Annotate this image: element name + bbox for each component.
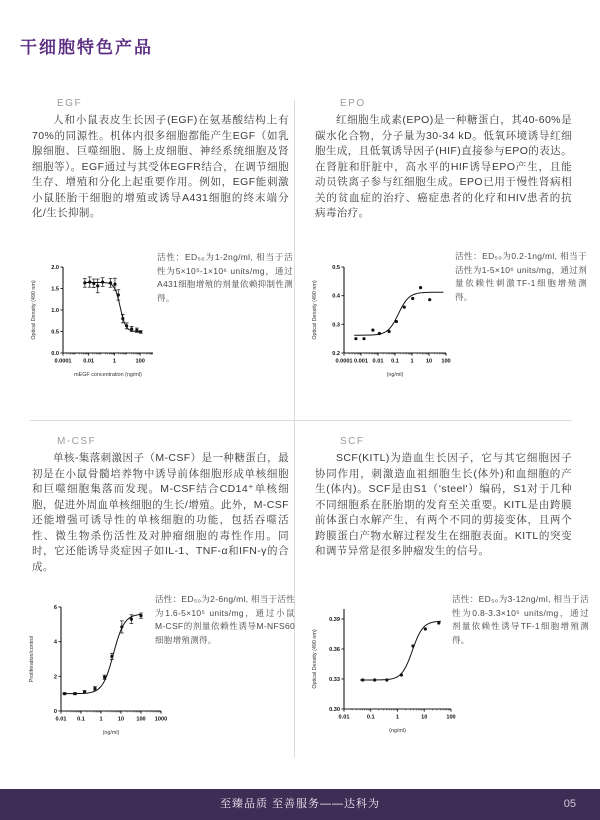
svg-text:0.1: 0.1 [77, 716, 85, 723]
svg-text:0.2: 0.2 [332, 351, 340, 357]
section-header-egf: EGF [57, 98, 83, 109]
vertical-divider [294, 100, 295, 758]
svg-text:2.0: 2.0 [51, 265, 59, 271]
svg-text:0.5: 0.5 [51, 329, 59, 336]
svg-text:Optical Density (490 nm): Optical Density (490 nm) [312, 629, 318, 689]
svg-text:0.33: 0.33 [329, 677, 340, 683]
section-header-mcsf: M-CSF [57, 436, 97, 447]
epo-dose-response-chart [308, 257, 455, 386]
svg-text:0.36: 0.36 [329, 647, 340, 653]
svg-text:0.01: 0.01 [83, 358, 95, 365]
svg-text:2: 2 [53, 674, 57, 681]
svg-text:1: 1 [410, 358, 414, 365]
section-body-mcsf: 单核-集落刺激因子（M-CSF）是一种糖蛋白，最初是在小鼠骨髓培养物中诱导前体细胞形成单核细胞和巨噬细胞集落而发现。M-CSF结合CD14⁺单核细胞，促进外周血单核细胞的生长/增殖。此外，M-CSF还能增强可诱导性的单核细胞的功能，包括吞噬活性、微生物杀伤活性及对肿瘤细胞的毒性作用。同时，它还能诱导炎症因子如IL-1、TNF-α和IFN-γ的合成。 [32, 452, 289, 573]
section-header-epo: EPO [340, 98, 366, 109]
svg-text:0.01: 0.01 [55, 716, 67, 723]
svg-text:(ng/ml): (ng/ml) [386, 372, 404, 378]
section-body-scf: SCF(KITL)为造血生长因子，它与其它细胞因子协同作用，刺激造血祖细胞生长(体外)和血细胞的产生(体内)。SCF是由S1（'steel'）编码，S1对于几种不同细胞系在胚胎期的发育至关重要。KITL是由跨膜前体蛋白水解产生，有两个不同的剪接变体，且两个跨膜蛋白产物水解过程发生在细胞表面。KITL的突变和调节异常是很多肿瘤发生的信号。 [315, 452, 572, 557]
svg-text:100: 100 [441, 358, 451, 365]
section-body-egf: 人和小鼠表皮生长因子(EGF)在氨基酸结构上有70%的同源性。机体内很多细胞都能产生EGF（如乳腺细胞、巨噬细胞、肠上皮细胞、神经系统细胞及肾细胞等）。EGF通过与其受体EGFR结合，在调节细胞生存、增殖和分化上起重要作用。例如，EGF能刺激小鼠胚胎干细胞的增殖或诱导A431细胞的终末端分化/生长抑制。 [32, 114, 289, 219]
egf-dose-response-chart [27, 257, 162, 386]
svg-text:1: 1 [99, 716, 103, 723]
svg-text:0.4: 0.4 [332, 293, 340, 300]
svg-text:Proliferation/control: Proliferation/control [29, 635, 35, 683]
svg-text:1: 1 [395, 714, 400, 721]
section-body-epo: 红细胞生成素(EPO)是一种糖蛋白，其40-60%是碳水化合物，分子量为30-34 kD。低氧环境诱导红细胞生成，且低氧诱导因子(HIF)直接参与EPO的表达。在肾脏和肝脏中，高水平的HIF诱导EPO产生，且能动员铁离子参与红细胞生成。EPO已用于慢性肾病相关的贫血症的治疗、癌症患者的化疗和HIV患者的抗病毒治疗。 [315, 114, 572, 219]
svg-text:(ng/ml): (ng/ml) [389, 728, 406, 734]
svg-text:100: 100 [135, 358, 145, 365]
svg-text:0.0001: 0.0001 [335, 358, 353, 365]
svg-text:6: 6 [53, 605, 57, 611]
activity-note-epo: 活性：ED₅₀为0.2-1ng/ml, 相当于活性为1-5×10⁶ units/mg，通过剂量依赖性刺激TF-1细胞增殖测得。 [455, 251, 587, 302]
svg-text:0.001: 0.001 [354, 358, 368, 365]
footer-bar [0, 789, 600, 820]
svg-text:100: 100 [446, 714, 456, 721]
svg-text:Optical Density (490 nm): Optical Density (490 nm) [312, 280, 318, 340]
svg-text:0: 0 [53, 709, 57, 715]
svg-text:0.01: 0.01 [338, 714, 350, 721]
svg-text:1.0: 1.0 [51, 308, 59, 314]
section-header-scf: SCF [340, 436, 365, 447]
footer-slogan: 至臻品质 至善服务——达科为 [219, 798, 381, 810]
svg-text:0.5: 0.5 [332, 265, 340, 271]
svg-text:0.1: 0.1 [366, 714, 375, 721]
svg-text:0.1: 0.1 [391, 358, 399, 365]
activity-note-scf: 活性：ED₅₀为3-12ng/ml, 相当于活性为0.8-3.3×10⁵ units/mg，通过剂量依赖性诱导TF-1细胞增殖测得。 [452, 594, 589, 645]
svg-text:mEGF concentration (ng/ml): mEGF concentration (ng/ml) [74, 372, 142, 378]
svg-text:0.0001: 0.0001 [54, 358, 72, 365]
svg-text:100: 100 [136, 716, 146, 723]
svg-text:0.39: 0.39 [329, 617, 340, 623]
svg-text:Optical Density (490 nm): Optical Density (490 nm) [31, 280, 37, 340]
page-number: 05 [563, 798, 576, 810]
activity-note-mcsf: 活性：ED₅₀为2-6ng/ml, 相当于活性为1.6-5×10⁵ units/mg，通过小鼠M-CSF的剂量依赖性诱导M-NFS60细胞增殖测得。 [155, 594, 295, 645]
svg-text:0.01: 0.01 [372, 358, 384, 365]
svg-text:1000: 1000 [154, 716, 168, 723]
svg-text:10: 10 [425, 358, 433, 365]
svg-text:0.30: 0.30 [329, 707, 340, 713]
activity-note-egf: 活性：ED₅₀为1-2ng/ml, 相当于活性为5×10⁵-1×10⁶ units/mg，通过A431细胞增殖的剂量依赖抑制性测得。 [157, 252, 293, 303]
mcsf-dose-response-chart [25, 597, 170, 744]
svg-text:(ng/ml): (ng/ml) [102, 730, 120, 736]
svg-text:10: 10 [421, 714, 428, 721]
svg-text:4: 4 [53, 639, 57, 646]
scf-dose-response-chart [308, 599, 460, 742]
page-title: 干细胞特色产品 [20, 38, 153, 57]
svg-text:0.0: 0.0 [51, 351, 59, 357]
horizontal-divider [30, 420, 572, 421]
svg-text:10: 10 [117, 716, 125, 723]
svg-text:0.3: 0.3 [332, 322, 340, 329]
svg-text:1: 1 [112, 358, 116, 365]
svg-text:1.5: 1.5 [51, 286, 59, 293]
